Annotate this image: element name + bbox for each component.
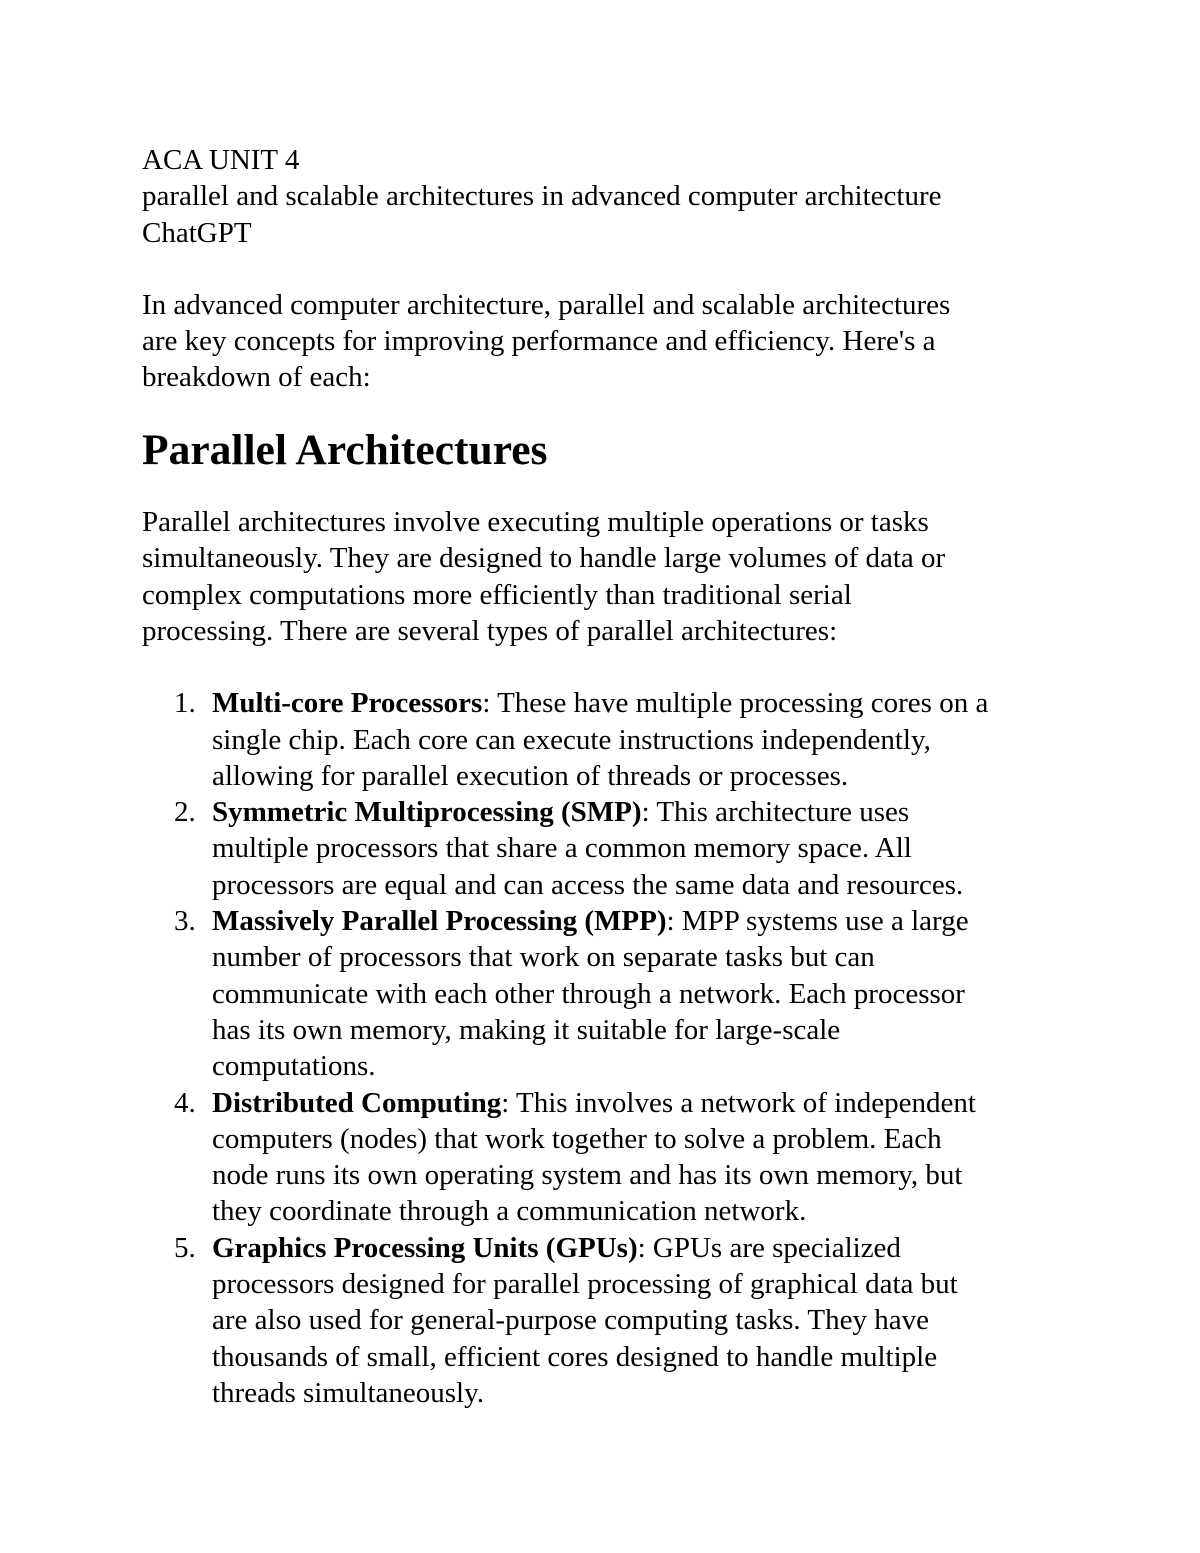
list-item — [142, 794, 1082, 903]
section-line: processing. There are several types of parallel architectures: — [142, 614, 838, 647]
list-item-line: multiple processors that share a common memory space. All — [212, 832, 912, 865]
section-heading-text: Parallel Architectures — [142, 425, 548, 474]
architecture-types-list — [142, 685, 1082, 1411]
section-heading — [142, 425, 1082, 474]
list-item-line: communicate with each other through a network. Each processor — [212, 977, 965, 1010]
list-item-text: : These have multiple processing cores on a — [482, 687, 989, 720]
list-item-line: has its own memory, making it suitable for large-scale — [212, 1013, 841, 1046]
list-item — [142, 1085, 1082, 1230]
topic-line: parallel and scalable architectures in advanced computer architecture — [142, 180, 942, 213]
list-item — [142, 1230, 1082, 1411]
document-header — [142, 142, 1082, 251]
list-item-line: computers (nodes) that work together to solve a problem. Each — [212, 1122, 942, 1155]
list-item-first-line — [212, 903, 1082, 939]
list-item — [142, 685, 1082, 794]
list-item-term: Symmetric Multiprocessing (SMP) — [212, 796, 642, 829]
list-item-line: are also used for general-purpose computing tasks. They have — [212, 1304, 929, 1337]
list-item-line: they coordinate through a communication network. — [212, 1195, 807, 1228]
list-item-number: 5. — [174, 1231, 196, 1264]
list-item-term: Multi-core Processors — [212, 687, 483, 720]
unit-title: ACA UNIT 4 — [142, 144, 300, 176]
list-item-line: thousands of small, efficient cores designed to handle multiple — [212, 1340, 938, 1373]
intro-line: breakdown of each: — [142, 361, 371, 394]
list-item-first-line — [212, 685, 1082, 721]
list-item-first-line — [212, 1085, 1082, 1121]
list-item-line: node runs its own operating system and has its own memory, but — [212, 1159, 963, 1192]
list-item-number: 2. — [174, 796, 196, 829]
section-line: Parallel architectures involve executing multiple operations or tasks — [142, 506, 929, 539]
section-paragraph — [142, 504, 1082, 649]
list-item — [142, 903, 1082, 1084]
list-item-text: : This architecture uses — [641, 796, 910, 829]
list-item-line: computations. — [212, 1050, 376, 1083]
intro-line: are key concepts for improving performance and efficiency. Here's a — [142, 325, 936, 358]
list-item-text: : GPUs are specialized — [637, 1231, 901, 1264]
intro-line: In advanced computer architecture, parallel and scalable architectures — [142, 288, 951, 321]
source-label: ChatGPT — [142, 216, 252, 249]
list-item-line: processors designed for parallel processing of graphical data but — [212, 1268, 958, 1301]
list-item-text: : MPP systems use a large — [666, 905, 969, 938]
list-item-term: Graphics Processing Units (GPUs) — [212, 1231, 638, 1264]
list-item-term: Distributed Computing — [212, 1086, 502, 1119]
list-item-first-line — [212, 794, 1082, 830]
list-item-line: processors are equal and can access the same data and resources. — [212, 868, 964, 901]
list-item-number: 3. — [174, 905, 196, 938]
section-line: complex computations more efficiently than traditional serial — [142, 578, 852, 611]
list-item-line: threads simultaneously. — [212, 1376, 484, 1409]
intro-paragraph — [142, 287, 1082, 396]
list-item-line: single chip. Each core can execute instructions independently, — [212, 723, 931, 756]
list-item-number: 1. — [174, 687, 196, 720]
list-item-line: number of processors that work on separate tasks but can — [212, 941, 875, 974]
list-item-term: Massively Parallel Processing (MPP) — [212, 905, 667, 938]
list-item-text: : This involves a network of independent — [501, 1086, 976, 1119]
list-item-first-line — [212, 1230, 1082, 1266]
section-line: simultaneously. They are designed to handle large volumes of data or — [142, 542, 946, 575]
document-page — [142, 142, 1082, 1411]
list-item-line: allowing for parallel execution of threads or processes. — [212, 759, 849, 792]
list-item-number: 4. — [174, 1086, 196, 1119]
